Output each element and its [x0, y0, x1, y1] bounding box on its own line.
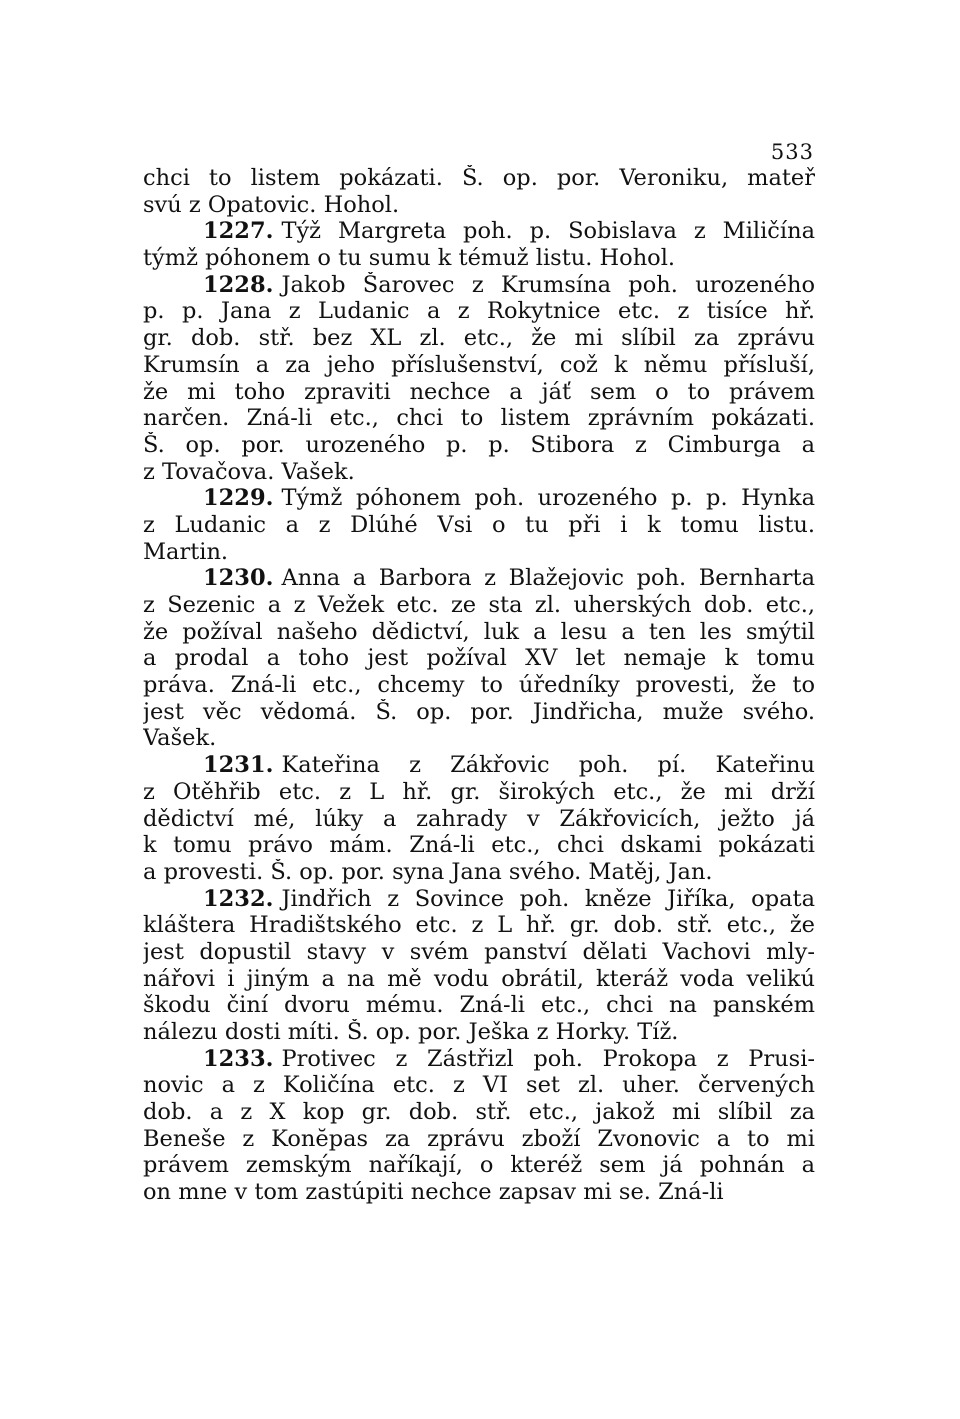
entry-first-line	[143, 218, 815, 245]
entry-first-line	[143, 485, 815, 512]
line-text: jest dopustil stavy v svém panství dělati Vachovi mly-	[143, 938, 815, 965]
line-text: Vašek.	[143, 725, 217, 752]
line-text: kláštera Hradištského etc. z L hř. gr. dob. stř. etc., že	[143, 912, 815, 939]
text-line	[143, 992, 815, 1019]
page-number: 533	[770, 140, 814, 164]
text-line	[143, 1099, 815, 1126]
line-text: že požíval našeho dědictví, luk a lesu a ten les smýtil	[143, 618, 815, 645]
text-line	[143, 512, 815, 539]
entry-first-line	[143, 886, 815, 913]
entry-number: 1231.	[203, 752, 274, 779]
text-line	[143, 725, 815, 752]
line-text: jest věc vědomá. Š. op. por. Jindřicha, muže svého.	[143, 698, 815, 725]
line-text: on mne v tom zastúpiti nechce zapsav mi se. Zná-li	[143, 1179, 724, 1206]
line-text: dob. a z X kop gr. dob. stř. etc., jakož mi slíbil za	[143, 1099, 815, 1126]
line-text: gr. dob. stř. bez XL zl. etc., že mi slíbil za zprávu	[143, 325, 815, 352]
line-text: k tomu právo mám. Zná-li etc., chci dskami pokázati	[143, 832, 815, 859]
line-text: Jindřich z Sovince poh. kněze Jiříka, opata	[281, 885, 815, 912]
text-line	[143, 806, 815, 833]
line-text: z Ludanic a z Dlúhé Vsi o tu při i k tomu listu.	[143, 511, 815, 538]
line-text: z Sezenic a z Vežek etc. ze sta zl. uherských dob. etc.,	[143, 592, 815, 618]
line-text: Jakob Šarovec z Krumsína poh. urozeného	[281, 271, 815, 298]
text-line	[143, 966, 815, 993]
text-line	[143, 645, 815, 672]
line-text: Kateřina z Zákřovic poh. pí. Kateřinu	[281, 752, 815, 779]
text-line	[143, 165, 815, 192]
line-text: Protivec z Zástřizl poh. Prokopa z Prusi-	[281, 1045, 815, 1072]
text-line	[143, 459, 815, 486]
text-line	[143, 405, 815, 432]
text-line	[143, 379, 815, 406]
line-text: škodu činí dvoru mému. Zná-li etc., chci na panském	[143, 992, 815, 1019]
line-text: Týmž póhonem poh. urozeného p. p. Hynka	[281, 485, 815, 512]
line-text: z Tovačova. Vašek.	[143, 458, 355, 485]
entry-number: 1233.	[203, 1045, 274, 1072]
text-line	[143, 352, 815, 379]
entry-first-line	[143, 565, 815, 592]
line-text: nářovi i jiným a na mě vodu obrátil, kteráž voda velikú	[143, 965, 815, 992]
line-text: p. p. Jana z Ludanic a z Rokytnice etc. z tisíce hř.	[143, 298, 815, 325]
line-text: Š. op. por. urozeného p. p. Stibora z Cimburga a	[143, 431, 815, 458]
line-text: svú z Opatovic. Hohol.	[143, 191, 400, 218]
entry-number: 1227.	[203, 218, 274, 245]
line-text: narčen. Zná-li etc., chci to listem zprávním pokázati.	[143, 405, 815, 432]
line-text: novic a z Količína etc. z VI set zl. uher. červených	[143, 1072, 815, 1099]
line-text: práva. Zná-li etc., chcemy to úředníky provesti, že to	[143, 672, 815, 699]
text-line	[143, 325, 815, 352]
line-text: chci to listem pokázati. Š. op. por. Veroniku, mateř	[143, 165, 815, 191]
entry-first-line	[143, 272, 815, 299]
line-text: dědictví mé, lúky a zahrady v Zákřovicích, ježto já	[143, 805, 815, 832]
line-text: a prodal a toho jest požíval XV let nemaje k tomu	[143, 645, 815, 672]
line-text: Krumsín a za jeho příslušenství, což k němu přísluší,	[143, 351, 815, 378]
line-text: a provesti. Š. op. por. syna Jana svého. Matěj, Jan.	[143, 858, 713, 885]
text-line	[143, 672, 815, 699]
text-line	[143, 592, 815, 619]
text-line	[143, 1179, 815, 1206]
text-line	[143, 1126, 815, 1153]
body-text	[143, 165, 815, 1206]
text-line	[143, 1152, 815, 1179]
text-line	[143, 619, 815, 646]
entry-number: 1230.	[203, 565, 274, 592]
text-line	[143, 1072, 815, 1099]
line-text: z Otěhřib etc. z L hř. gr. širokých etc., že mi drží	[143, 778, 815, 805]
text-line	[143, 539, 815, 566]
text-line	[143, 1019, 815, 1046]
line-text: právem zemským naříkají, o kteréž sem já pohnán a	[143, 1152, 815, 1179]
entry-number: 1232.	[203, 885, 274, 912]
text-line	[143, 779, 815, 806]
entry-first-line	[143, 752, 815, 779]
line-text: nálezu dosti míti. Š. op. por. Ješka z Horky. Tíž.	[143, 1019, 679, 1045]
text-line	[143, 912, 815, 939]
text-line	[143, 939, 815, 966]
line-text: že mi toho zpraviti nechce a jáť sem o to právem	[143, 378, 815, 405]
text-line	[143, 432, 815, 459]
text-line	[143, 245, 815, 272]
line-text: týmž póhonem o tu sumu k témuž listu. Hohol.	[143, 245, 676, 272]
line-text: Týž Margreta poh. p. Sobislava z Miličína	[281, 218, 815, 245]
entry-first-line	[143, 1046, 815, 1073]
line-text: Anna a Barbora z Blažejovic poh. Bernharta	[281, 565, 815, 592]
text-line	[143, 298, 815, 325]
text-line	[143, 859, 815, 886]
text-line	[143, 192, 815, 219]
entry-number: 1229.	[203, 485, 274, 512]
entry-number: 1228.	[203, 271, 274, 298]
text-line	[143, 699, 815, 726]
text-line	[143, 832, 815, 859]
line-text: Martin.	[143, 538, 229, 565]
line-text: Beneše z Konĕpas za zprávu zboží Zvonovic a to mi	[143, 1125, 815, 1152]
